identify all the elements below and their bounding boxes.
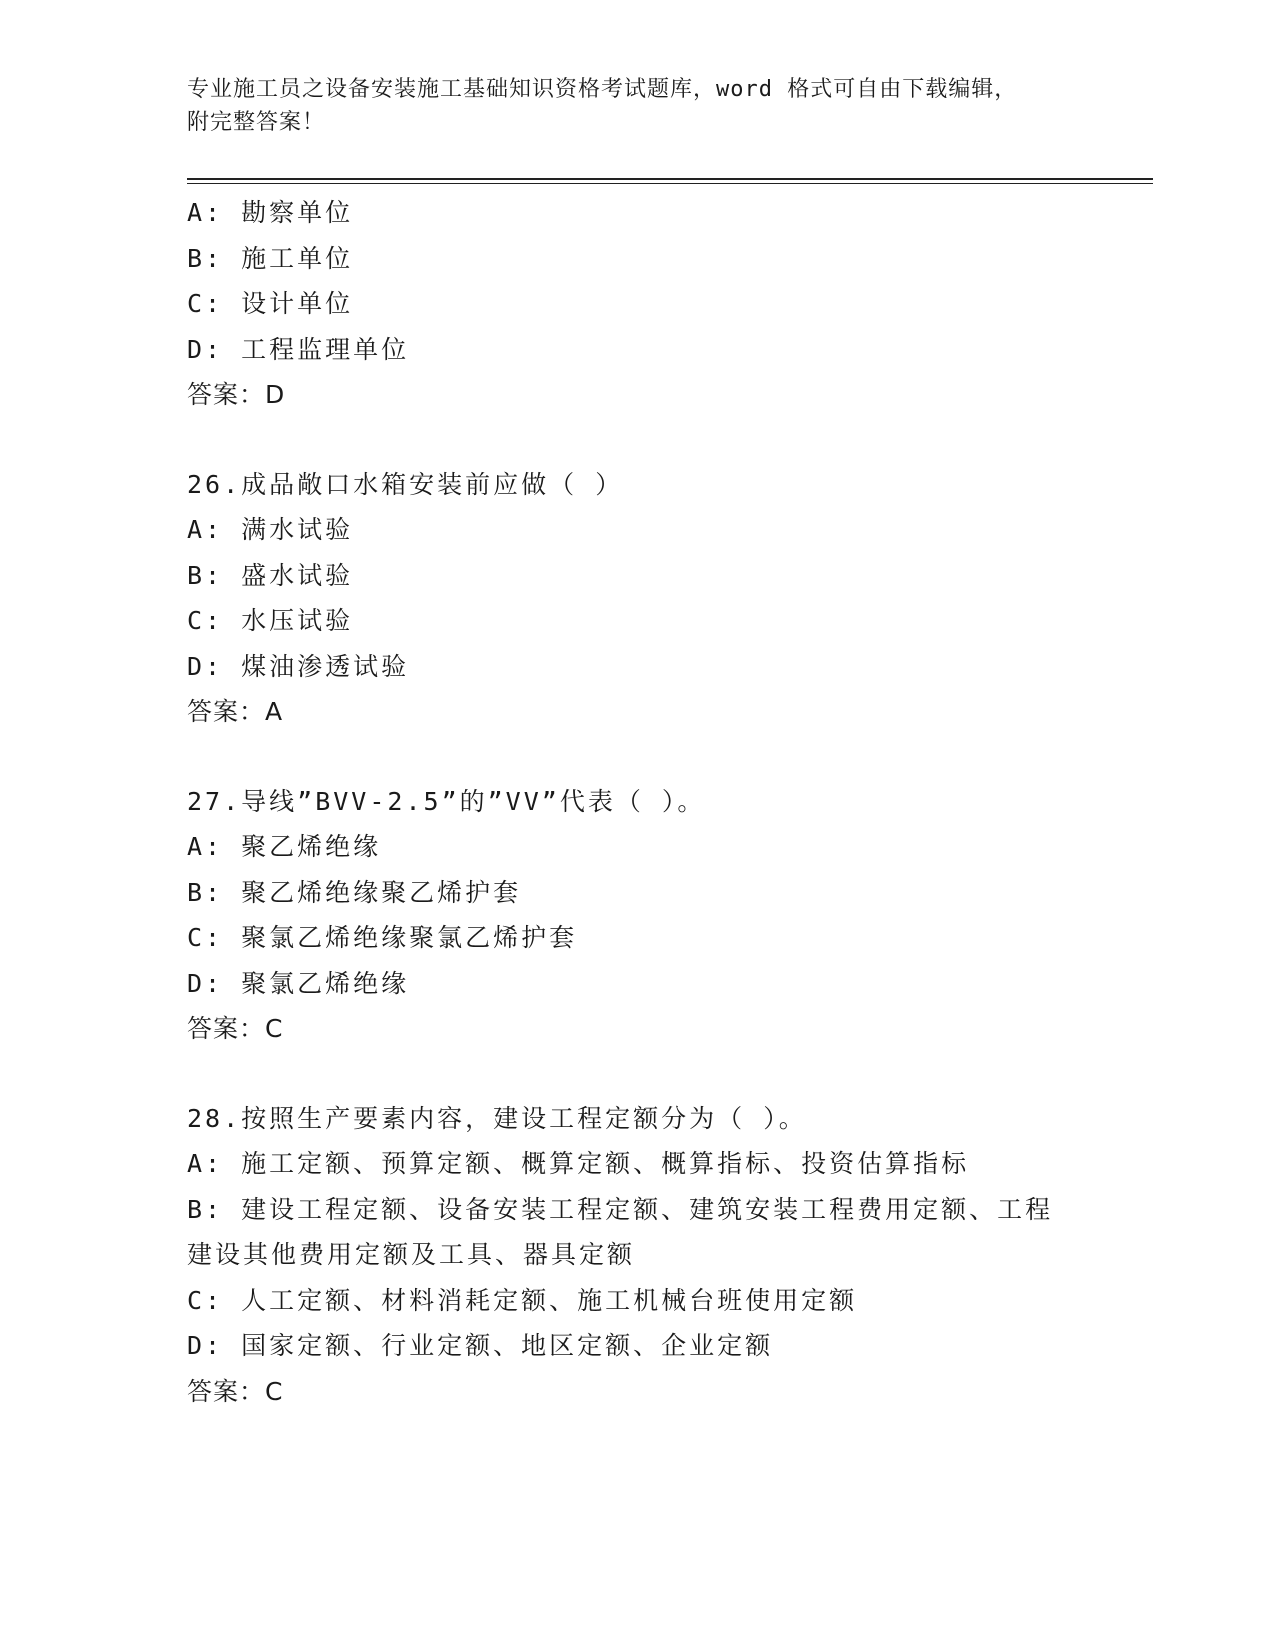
option-a: A: 聚乙烯绝缘 [187,832,382,861]
option-b: B: 聚乙烯绝缘聚乙烯护套 [187,877,522,907]
option-b: B: 盛水试验 [187,560,354,590]
option-d: D: 国家定额、行业定额、地区定额、企业定额 [187,1331,774,1360]
answer: 答案：C [187,1014,284,1043]
spacer [187,418,1107,462]
header-rule-bottom [187,183,1153,184]
option-d: D: 煤油渗透试验 [187,651,410,681]
question-28 [187,1096,1107,1415]
question-list [187,190,1107,1414]
header-rule-top [187,178,1153,180]
header-line-2: 附完整答案！ [187,110,326,135]
spacer [187,735,1107,779]
question-stem: 27.导线”BVV-2.5”的”VV”代表（ ）。 [187,786,706,816]
question-stem: 26.成品敞口水箱安装前应做（ ） [187,469,624,499]
document-header [187,73,1067,139]
question-25-partial [187,190,1107,418]
question-stem: 28.按照生产要素内容，建设工程定额分为（ ）。 [187,1103,807,1133]
option-b-continued: 建设其他费用定额及工具、器具定额 [187,1240,636,1269]
question-26 [187,462,1107,735]
option-a: A: 满水试验 [187,515,354,544]
option-d: D: 聚氯乙烯绝缘 [187,968,410,998]
option-d: D: 工程监理单位 [187,334,410,364]
option-c: C: 设计单位 [187,289,354,318]
answer: 答案：C [187,1376,284,1406]
option-c: C: 聚氯乙烯绝缘聚氯乙烯护套 [187,923,578,952]
spacer [187,1052,1107,1096]
option-a: A: 施工定额、预算定额、概算定额、概算指标、投资估算指标 [187,1149,970,1178]
option-b: B: 建设工程定额、设备安装工程定额、建筑安装工程费用定额、工程 [187,1194,1054,1224]
option-c: C: 人工定额、材料消耗定额、施工机械台班使用定额 [187,1285,858,1315]
answer: 答案：D [187,380,286,409]
header-line-1: 专业施工员之设备安装施工基础知识资格考试题库，word 格式可自由下载编辑， [187,77,1018,102]
answer: 答案：A [187,697,284,726]
question-27 [187,779,1107,1052]
option-a: A: 勘察单位 [187,198,354,227]
option-b: B: 施工单位 [187,243,354,273]
option-c: C: 水压试验 [187,606,354,635]
